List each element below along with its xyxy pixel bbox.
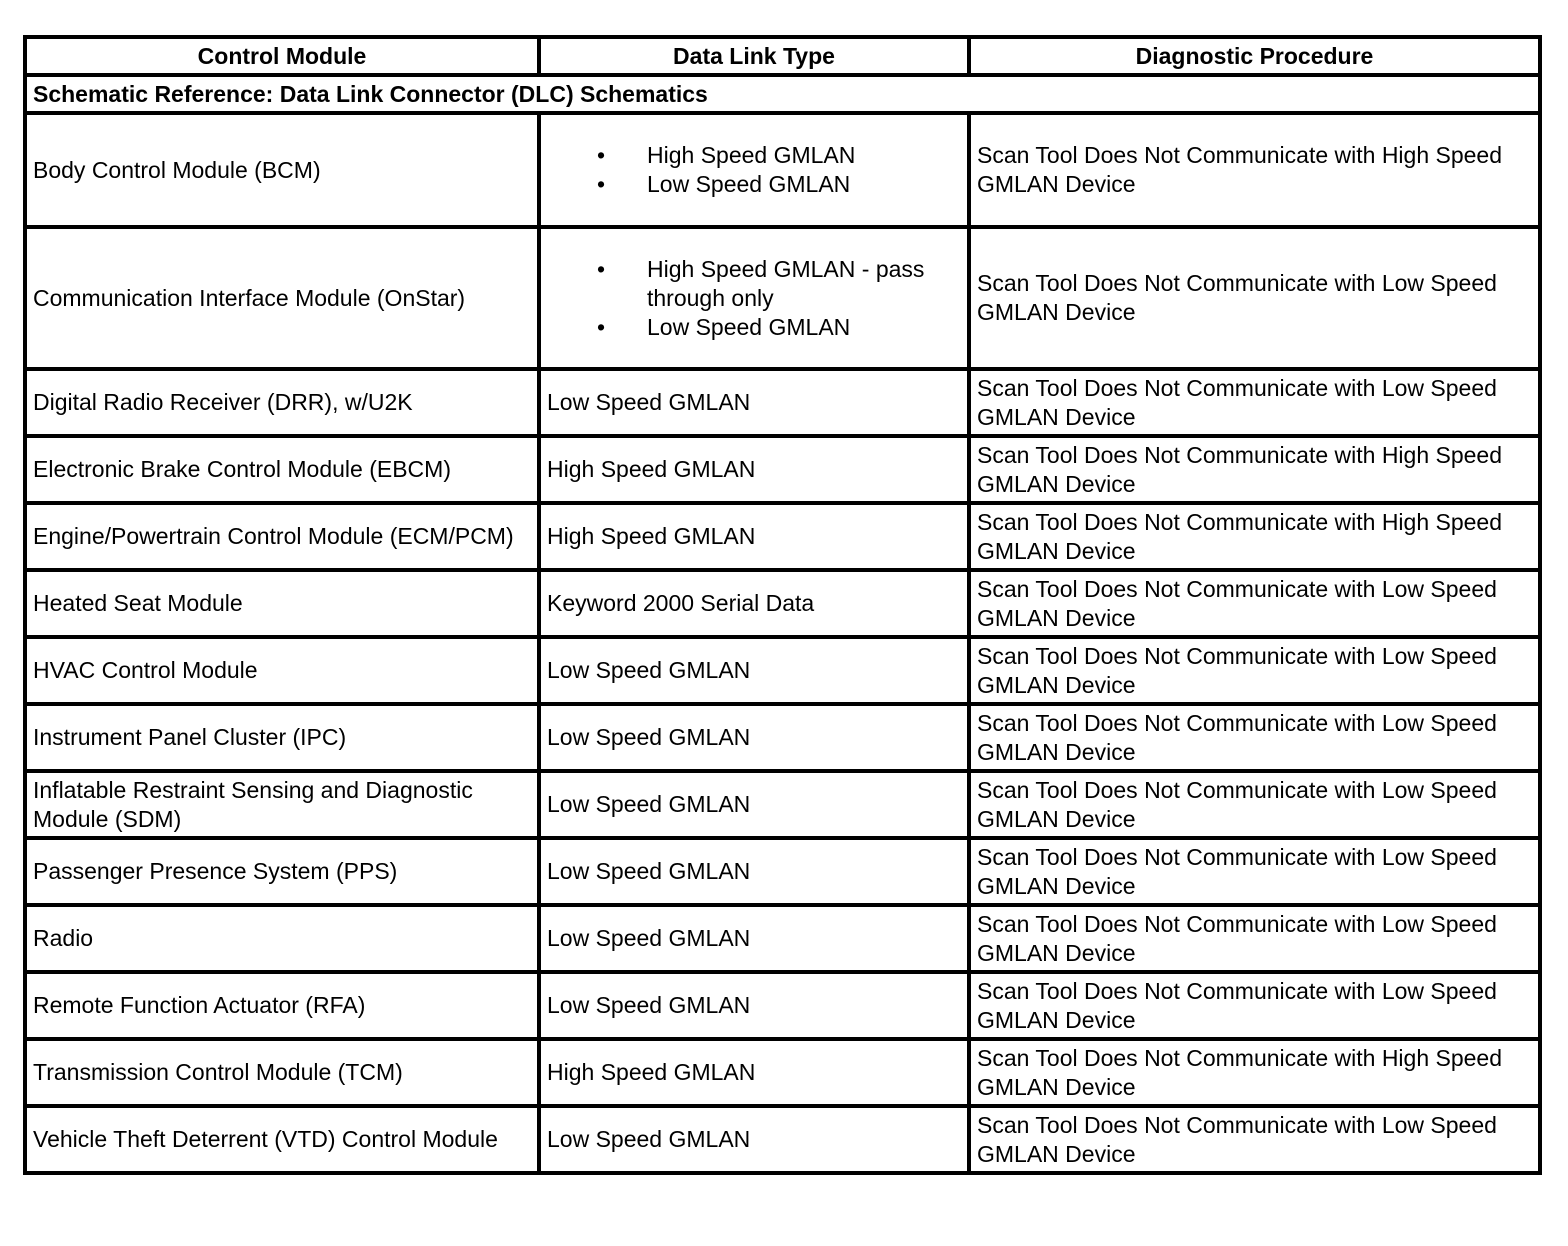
module-cell: Vehicle Theft Deterrent (VTD) Control Module bbox=[25, 1106, 539, 1173]
link-cell: Low Speed GMLAN bbox=[539, 771, 969, 838]
module-cell: Radio bbox=[25, 905, 539, 972]
procedure-cell: Scan Tool Does Not Communicate with Low Speed GMLAN Device bbox=[969, 838, 1540, 905]
link-list-item: • Low Speed GMLAN bbox=[647, 313, 961, 342]
module-cell: HVAC Control Module bbox=[25, 637, 539, 704]
header-data-link-type: Data Link Type bbox=[539, 37, 969, 75]
procedure-cell: Scan Tool Does Not Communicate with Low Speed GMLAN Device bbox=[969, 1106, 1540, 1173]
link-cell: High Speed GMLAN bbox=[539, 1039, 969, 1106]
table-header-row bbox=[25, 37, 1540, 75]
header-control-module: Control Module bbox=[25, 37, 539, 75]
procedure-cell: Scan Tool Does Not Communicate with Low Speed GMLAN Device bbox=[969, 771, 1540, 838]
module-cell: Inflatable Restraint Sensing and Diagnostic Module (SDM) bbox=[25, 771, 539, 838]
link-cell: Low Speed GMLAN bbox=[539, 972, 969, 1039]
table-row bbox=[25, 1106, 1540, 1173]
module-cell: Communication Interface Module (OnStar) bbox=[25, 227, 539, 369]
procedure-cell: Scan Tool Does Not Communicate with High Speed GMLAN Device bbox=[969, 113, 1540, 227]
link-list bbox=[547, 255, 961, 342]
link-cell: Low Speed GMLAN bbox=[539, 637, 969, 704]
procedure-cell: Scan Tool Does Not Communicate with Low Speed GMLAN Device bbox=[969, 369, 1540, 436]
procedure-cell: Scan Tool Does Not Communicate with Low Speed GMLAN Device bbox=[969, 227, 1540, 369]
link-list-item: • High Speed GMLAN - pass through only bbox=[647, 255, 961, 313]
module-cell: Body Control Module (BCM) bbox=[25, 113, 539, 227]
module-cell: Instrument Panel Cluster (IPC) bbox=[25, 704, 539, 771]
control-module-table bbox=[23, 35, 1542, 1175]
procedure-cell: Scan Tool Does Not Communicate with High Speed GMLAN Device bbox=[969, 1039, 1540, 1106]
link-list bbox=[547, 141, 961, 199]
schematic-reference-row bbox=[25, 75, 1540, 113]
link-cell: Low Speed GMLAN bbox=[539, 1106, 969, 1173]
link-cell: Low Speed GMLAN bbox=[539, 905, 969, 972]
link-cell: Low Speed GMLAN bbox=[539, 704, 969, 771]
table-row bbox=[25, 838, 1540, 905]
table-row bbox=[25, 637, 1540, 704]
module-cell: Engine/Powertrain Control Module (ECM/PCM) bbox=[25, 503, 539, 570]
link-cell: Low Speed GMLAN bbox=[539, 838, 969, 905]
table-row bbox=[25, 905, 1540, 972]
header-diagnostic-procedure: Diagnostic Procedure bbox=[969, 37, 1540, 75]
procedure-cell: Scan Tool Does Not Communicate with Low Speed GMLAN Device bbox=[969, 637, 1540, 704]
link-cell bbox=[539, 227, 969, 369]
module-cell: Passenger Presence System (PPS) bbox=[25, 838, 539, 905]
procedure-cell: Scan Tool Does Not Communicate with Low Speed GMLAN Device bbox=[969, 570, 1540, 637]
table-row bbox=[25, 503, 1540, 570]
table-row bbox=[25, 369, 1540, 436]
link-cell: Keyword 2000 Serial Data bbox=[539, 570, 969, 637]
table-row bbox=[25, 436, 1540, 503]
table-row bbox=[25, 113, 1540, 227]
procedure-cell: Scan Tool Does Not Communicate with Low Speed GMLAN Device bbox=[969, 704, 1540, 771]
link-cell: High Speed GMLAN bbox=[539, 436, 969, 503]
link-list-item: • High Speed GMLAN bbox=[647, 141, 961, 170]
table-row bbox=[25, 570, 1540, 637]
module-cell: Electronic Brake Control Module (EBCM) bbox=[25, 436, 539, 503]
link-cell: Low Speed GMLAN bbox=[539, 369, 969, 436]
procedure-cell: Scan Tool Does Not Communicate with High Speed GMLAN Device bbox=[969, 503, 1540, 570]
link-list-item: • Low Speed GMLAN bbox=[647, 170, 961, 199]
table-row bbox=[25, 972, 1540, 1039]
table-row bbox=[25, 1039, 1540, 1106]
module-cell: Transmission Control Module (TCM) bbox=[25, 1039, 539, 1106]
table-row bbox=[25, 227, 1540, 369]
link-cell: High Speed GMLAN bbox=[539, 503, 969, 570]
module-cell: Heated Seat Module bbox=[25, 570, 539, 637]
schematic-reference: Schematic Reference: Data Link Connector (DLC) Schematics bbox=[25, 75, 1540, 113]
module-cell: Digital Radio Receiver (DRR), w/U2K bbox=[25, 369, 539, 436]
procedure-cell: Scan Tool Does Not Communicate with Low Speed GMLAN Device bbox=[969, 905, 1540, 972]
procedure-cell: Scan Tool Does Not Communicate with Low Speed GMLAN Device bbox=[969, 972, 1540, 1039]
module-cell: Remote Function Actuator (RFA) bbox=[25, 972, 539, 1039]
table-row bbox=[25, 771, 1540, 838]
table-row bbox=[25, 704, 1540, 771]
link-cell bbox=[539, 113, 969, 227]
procedure-cell: Scan Tool Does Not Communicate with High Speed GMLAN Device bbox=[969, 436, 1540, 503]
